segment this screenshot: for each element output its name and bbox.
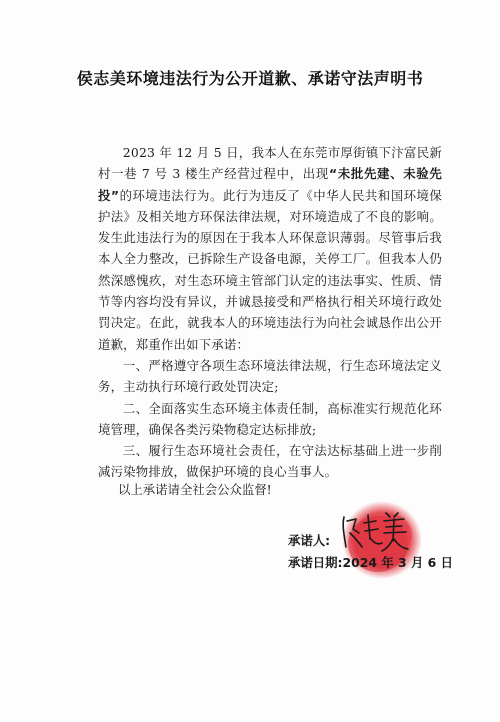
- commitment-item-3: 三、履行生态环境社会责任，在守法达标基础上进一步削减污染物排放，做保护环境的良心当事人。: [98, 443, 442, 480]
- paragraph-statement: [98, 142, 442, 355]
- commitment-date: 承诺日期:2024 年 3 月 6 日: [288, 555, 453, 570]
- closing-statement: 以上承诺请全社会公众监督!: [118, 482, 272, 497]
- document-title: 侯志美环境违法行为公开道歉、承诺守法声明书: [76, 69, 424, 88]
- statement-part-2: 的环境违法行为。此行为违反了《中华人民共和国环境保护法》及相关地方环保法律法规，对环境造成了不良的影响。发生此违法行为的原因在于我本人环保意识薄弱。尽管事后我本人全力整改，已拆除生产设备电源，关停工厂。但我本人仍然深感愧疚，对生态环境主管部门认定的违法事实、性质、情节等内容均没有异议，并诚恳接受和严格执行相关环境行政处罚决定。在此，就我本人的环境违法行为向社会诚恳作出公开道歉，郑重作出如下承诺：: [98, 187, 443, 352]
- statement-highlight: “未批先建、未验先投”: [98, 166, 442, 203]
- document-body: [98, 142, 442, 483]
- handwritten-signature: [338, 505, 410, 553]
- commitment-item-2: 二、全面落实生态环境主体责任制，高标准实行规范化环境管理，确保各类污染物稳定达标排放;: [98, 400, 442, 437]
- statement-part-1: 2023 年 12 月 5 日，我本人在东莞市厚街镇下汴富民新村一巷 7 号 3 楼生产经营过程中，出现: [98, 145, 442, 182]
- signer-label: 承诺人:: [288, 533, 331, 548]
- commitment-item-1: 一、严格遵守各项生态环境法律法规，行生态环境法定义务，主动执行环境行政处罚决定;: [98, 357, 442, 395]
